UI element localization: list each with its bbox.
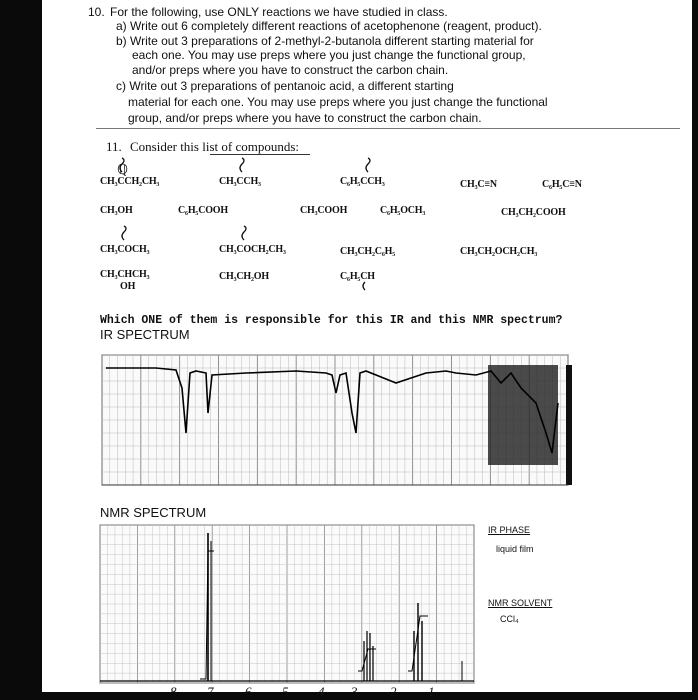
compound-benzonitrile: C₆H₅C≡N xyxy=(542,179,582,190)
compound-acetophenone: C₆H₅CCH₃ xyxy=(340,176,385,187)
compound-acetic-acid: CH₃COOH xyxy=(300,205,348,216)
nmr-axis-tick: 1 xyxy=(428,684,435,699)
question-11-text: Which ONE of them is responsible for this IR and this NMR spectrum? xyxy=(100,314,563,327)
nmr-axis-tick: 7 xyxy=(207,684,214,699)
part-a: a) Write out 6 completely different reactions of acetophenone (reagent, product). xyxy=(116,19,542,33)
compound-benzoic-acid: C₆H₅COOH xyxy=(178,205,228,216)
compound-ethylbenzene: CH₃CH₂C₆H₅ xyxy=(340,246,395,257)
compound-isopropanol: CH₃CHCH₃ xyxy=(100,269,150,280)
compound-ethanol: CH₃CH₂OH xyxy=(219,271,269,282)
compound-diethyl-ether: CH₃CH₂OCH₂CH₃ xyxy=(460,246,538,257)
question-11-number: 11. xyxy=(106,139,122,154)
part-c-line3: group, and/or preps where you have to construct the carbon chain. xyxy=(128,111,482,125)
nmr-spectrum-chart xyxy=(96,521,480,693)
compound-methanol: CH₃OH xyxy=(100,205,133,216)
nmr-axis-tick: 8 xyxy=(170,684,177,699)
nmr-axis-tick: 4 xyxy=(318,684,325,699)
compound-butanone: CH₃CCH₂CH₃ xyxy=(100,176,160,187)
question-10-number: 10. xyxy=(88,5,105,19)
compound-acetone: CH₃CCH₃ xyxy=(219,176,261,187)
compound-isopropanol-oh: OH xyxy=(120,281,136,292)
ir-spectrum-title: IR SPECTRUM xyxy=(100,327,190,342)
question-10-intro: For the following, use ONLY reactions we have studied in class. xyxy=(110,5,448,19)
compound-benzaldehyde: C₆H₅CH xyxy=(340,271,375,282)
nmr-axis-tick: 5 xyxy=(282,684,289,699)
part-b-line1: b) Write out 3 preparations of 2-methyl-2-butanola different starting material for xyxy=(116,34,534,48)
ir-spectrum-chart xyxy=(96,343,582,495)
part-c-line2: material for each one. You may use preps where you just change the functional xyxy=(128,95,548,109)
nmr-spectrum-title: NMR SPECTRUM xyxy=(100,505,207,520)
compound-ester-2: CH₃COCH₂CH₃ xyxy=(219,244,286,255)
ir-phase-label: IR PHASE xyxy=(488,525,531,535)
nmr-axis-tick: 6 xyxy=(245,684,252,699)
part-c-line1: c) Write out 3 preparations of pentanoic acid, a different starting xyxy=(116,79,454,93)
compound-propanoic-acid: CH₃CH₂COOH xyxy=(501,207,566,218)
carbonyl-o-mark: ℚ xyxy=(117,163,129,178)
nmr-solvent-label: NMR SOLVENT xyxy=(488,598,553,608)
part-b-line2: each one. You may use preps where you just change the functional group, xyxy=(132,48,526,62)
part-b-line3: and/or preps where you have to construct the carbon chain. xyxy=(132,63,449,77)
nmr-solvent-value: CCl₄ xyxy=(500,614,519,624)
nmr-axis-tick: 2 xyxy=(390,684,397,699)
question-11-prompt: Consider this list of compounds: xyxy=(130,139,299,154)
ir-phase-value: liquid film xyxy=(496,544,534,554)
compound-anisole: C₆H₅OCH₃ xyxy=(380,205,426,216)
compound-ester-1: CH₃COCH₃ xyxy=(100,244,150,255)
nmr-axis-tick: 3 xyxy=(351,684,358,699)
compound-acetonitrile: CH₃C≡N xyxy=(460,179,497,190)
